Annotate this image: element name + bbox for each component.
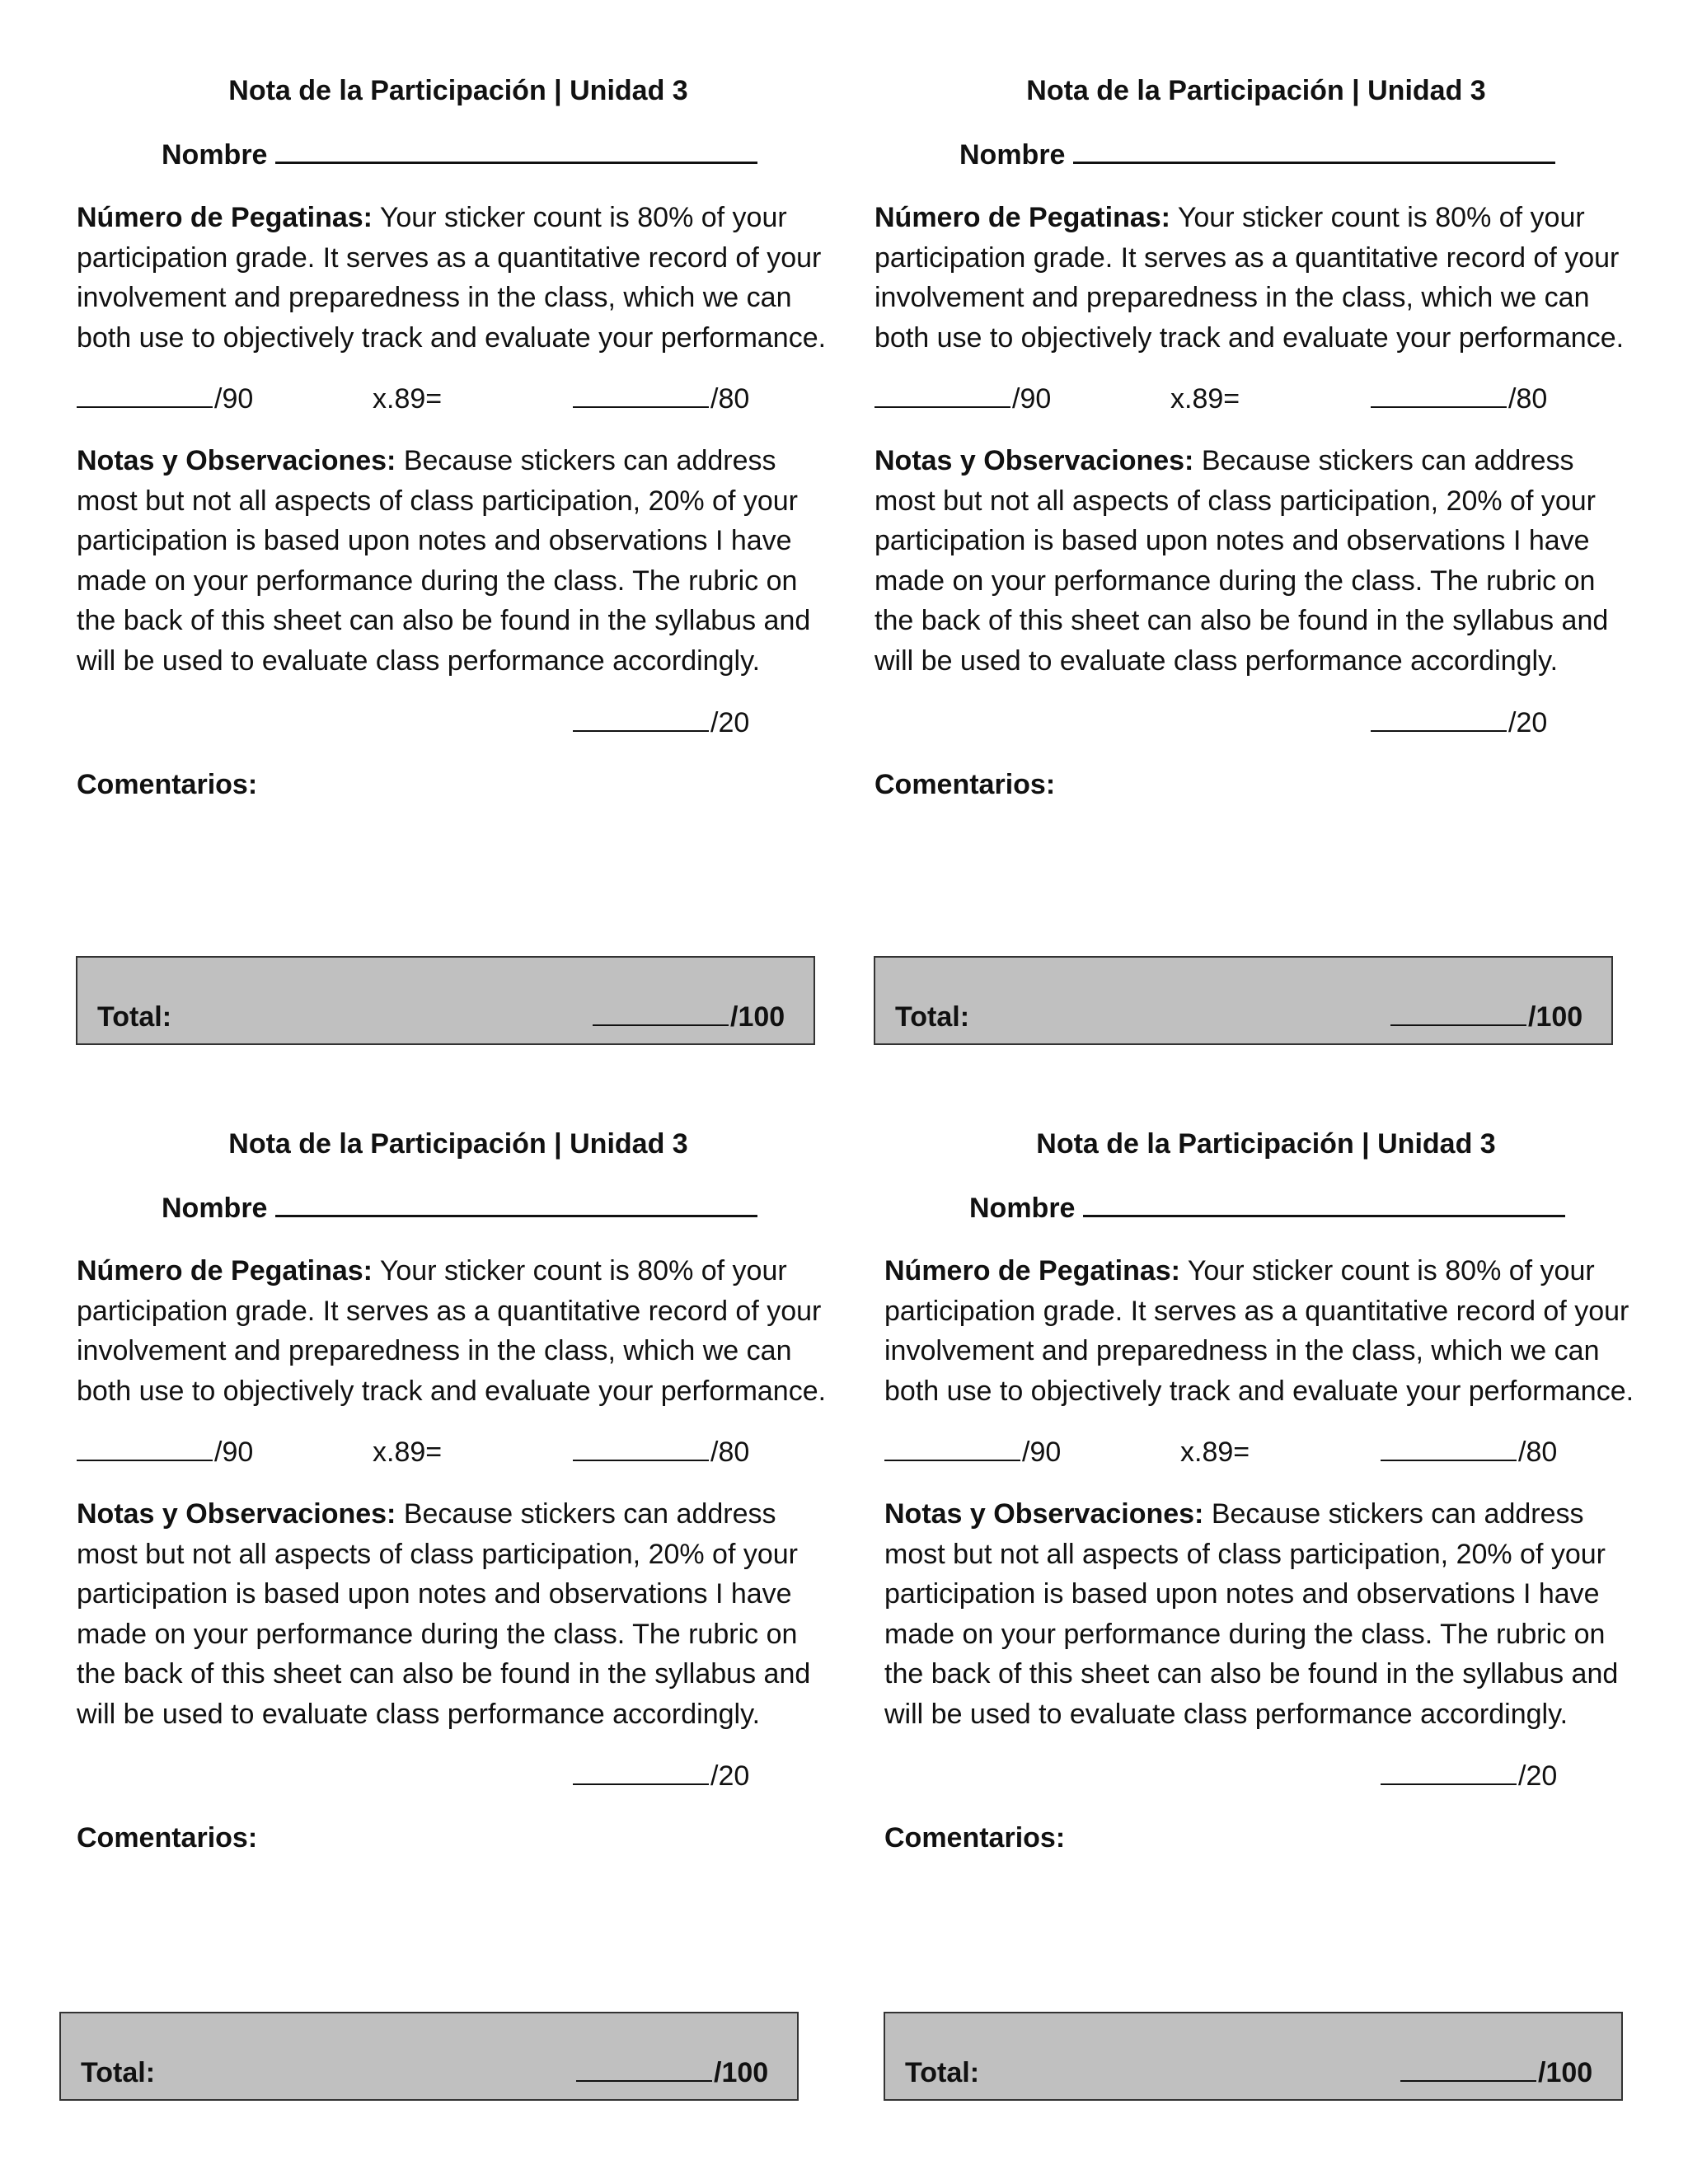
score-90-label: /90: [214, 1436, 254, 1468]
notes-heading: Notas y Observaciones:: [77, 1498, 396, 1530]
total-blank-line[interactable]: [1400, 2055, 1536, 2082]
score-20-label: /20: [710, 1760, 750, 1792]
score-80-field[interactable]: [1371, 381, 1547, 417]
total-score-label: /100: [730, 1001, 785, 1033]
notes-paragraph: [884, 1494, 1643, 1734]
notes-heading: Notas y Observaciones:: [77, 445, 396, 476]
score-blank-line[interactable]: [874, 382, 1010, 408]
score-90-field[interactable]: [77, 381, 253, 417]
participation-card: [808, 1053, 1634, 2088]
score-80-label: /80: [710, 1436, 750, 1468]
notes-text: Because stickers can address most but not all aspects of class participation, 20% of your participation is based upon notes and observations I have made on your performance during the class. The rubric on the back of this sheet can also be found in the syllabus and will be used to evaluate class performance accordingly.: [884, 1498, 1619, 1730]
score-90-label: /90: [1012, 383, 1052, 415]
total-label: Total:: [97, 1001, 172, 1033]
name-blank-line[interactable]: [1083, 1188, 1565, 1217]
total-box: [874, 956, 1613, 1045]
notes-paragraph: [77, 441, 835, 681]
stickers-heading: Número de Pegatinas:: [77, 202, 373, 233]
comments-label: Comentarios:: [884, 1822, 1066, 1854]
score-blank-line[interactable]: [77, 382, 213, 408]
name-label: Nombre: [162, 1193, 268, 1224]
card-title: Nota de la Participación | Unidad 3: [228, 75, 688, 106]
score-blank-line[interactable]: [1371, 705, 1507, 732]
name-label: Nombre: [959, 139, 1066, 171]
participation-card: [798, 0, 1625, 1033]
total-box: [884, 2012, 1623, 2101]
notes-text: Because stickers can address most but not all aspects of class participation, 20% of your participation is based upon notes and observations I have made on your performance during the class. The rubric on the back of this sheet can also be found in the syllabus and will be used to evaluate class performance accordingly.: [874, 445, 1609, 677]
total-label: Total:: [895, 1001, 970, 1033]
score-blank-line[interactable]: [573, 1435, 709, 1461]
total-blank-line[interactable]: [576, 2055, 712, 2082]
stickers-text: Your sticker count is 80% of your participation grade. It serves as a quantitative record of your involvement and preparedness in the class, which we can both use to objectively track and evaluate your performance.: [884, 1255, 1634, 1407]
total-blank-line[interactable]: [1390, 1000, 1526, 1026]
name-blank-line[interactable]: [275, 1188, 757, 1217]
score-20-label: /20: [1518, 1760, 1558, 1792]
score-blank-line[interactable]: [77, 1435, 213, 1461]
notes-heading: Notas y Observaciones:: [884, 1498, 1204, 1530]
stickers-text: Your sticker count is 80% of your participation grade. It serves as a quantitative record of your involvement and preparedness in the class, which we can both use to objectively track and evaluate your performance.: [77, 202, 827, 354]
stickers-heading: Número de Pegatinas:: [77, 1255, 373, 1286]
total-score-label: /100: [1538, 2057, 1593, 2088]
stickers-paragraph: [874, 198, 1633, 358]
score-blank-line[interactable]: [1371, 382, 1507, 408]
score-80-field[interactable]: [573, 381, 749, 417]
total-score-field[interactable]: [1390, 999, 1582, 1035]
score-80-field[interactable]: [573, 1434, 749, 1470]
score-80-label: /80: [1518, 1436, 1558, 1468]
total-score-field[interactable]: [576, 2055, 768, 2091]
multiplier-label: x.89=: [1170, 383, 1240, 415]
notes-text: Because stickers can address most but not all aspects of class participation, 20% of your participation is based upon notes and observations I have made on your performance during the class. The rubric on the back of this sheet can also be found in the syllabus and will be used to evaluate class performance accordingly.: [77, 1498, 811, 1730]
stickers-heading: Número de Pegatinas:: [874, 202, 1170, 233]
total-box: [76, 956, 815, 1045]
stickers-heading: Número de Pegatinas:: [884, 1255, 1180, 1286]
score-90-label: /90: [214, 383, 254, 415]
total-blank-line[interactable]: [593, 1000, 729, 1026]
notes-paragraph: [874, 441, 1633, 681]
score-80-label: /80: [1508, 383, 1548, 415]
total-score-label: /100: [714, 2057, 769, 2088]
score-blank-line[interactable]: [573, 705, 709, 732]
score-blank-line[interactable]: [884, 1435, 1020, 1461]
stickers-paragraph: [884, 1251, 1643, 1411]
score-90-field[interactable]: [874, 381, 1051, 417]
score-80-label: /80: [710, 383, 750, 415]
stickers-paragraph: [77, 198, 835, 358]
score-80-field[interactable]: [1381, 1434, 1557, 1470]
stickers-text: Your sticker count is 80% of your participation grade. It serves as a quantitative record of your involvement and preparedness in the class, which we can both use to objectively track and evaluate your performance.: [77, 1255, 827, 1407]
score-20-field[interactable]: [1371, 705, 1547, 741]
name-row: [162, 1188, 757, 1226]
name-blank-line[interactable]: [1073, 135, 1555, 164]
total-box: [59, 2012, 799, 2101]
name-row: [969, 1188, 1565, 1226]
score-20-field[interactable]: [573, 705, 749, 741]
score-20-label: /20: [710, 707, 750, 738]
score-blank-line[interactable]: [573, 382, 709, 408]
card-title: Nota de la Participación | Unidad 3: [1036, 1128, 1496, 1160]
score-20-label: /20: [1508, 707, 1548, 738]
comments-label: Comentarios:: [77, 769, 258, 800]
total-score-field[interactable]: [593, 999, 785, 1035]
card-title: Nota de la Participación | Unidad 3: [228, 1128, 688, 1160]
name-label: Nombre: [969, 1193, 1076, 1224]
multiplier-label: x.89=: [373, 1436, 443, 1468]
comments-label: Comentarios:: [77, 1822, 258, 1854]
stickers-paragraph: [77, 1251, 835, 1411]
card-title: Nota de la Participación | Unidad 3: [1026, 75, 1486, 106]
notes-heading: Notas y Observaciones:: [874, 445, 1194, 476]
score-blank-line[interactable]: [573, 1759, 709, 1785]
notes-text: Because stickers can address most but not all aspects of class participation, 20% of your participation is based upon notes and observations I have made on your performance during the class. The rubric on the back of this sheet can also be found in the syllabus and will be used to evaluate class performance accordingly.: [77, 445, 811, 677]
name-row: [162, 135, 757, 173]
name-label: Nombre: [162, 139, 268, 171]
multiplier-label: x.89=: [1180, 1436, 1250, 1468]
score-blank-line[interactable]: [1381, 1435, 1517, 1461]
total-label: Total:: [81, 2057, 156, 2088]
score-90-label: /90: [1022, 1436, 1062, 1468]
multiplier-label: x.89=: [373, 383, 443, 415]
score-20-field[interactable]: [573, 1758, 749, 1794]
participation-card: [0, 1053, 827, 2088]
score-90-field[interactable]: [77, 1434, 253, 1470]
name-blank-line[interactable]: [275, 135, 757, 164]
participation-card: [0, 0, 827, 1033]
total-score-field[interactable]: [1400, 2055, 1592, 2091]
total-score-label: /100: [1528, 1001, 1583, 1033]
comments-label: Comentarios:: [874, 769, 1056, 800]
stickers-text: Your sticker count is 80% of your participation grade. It serves as a quantitative record of your involvement and preparedness in the class, which we can both use to objectively track and evaluate your performance.: [874, 202, 1625, 354]
total-label: Total:: [905, 2057, 980, 2088]
name-row: [959, 135, 1555, 173]
notes-paragraph: [77, 1494, 835, 1734]
score-90-field[interactable]: [884, 1434, 1061, 1470]
score-blank-line[interactable]: [1381, 1759, 1517, 1785]
score-20-field[interactable]: [1381, 1758, 1557, 1794]
